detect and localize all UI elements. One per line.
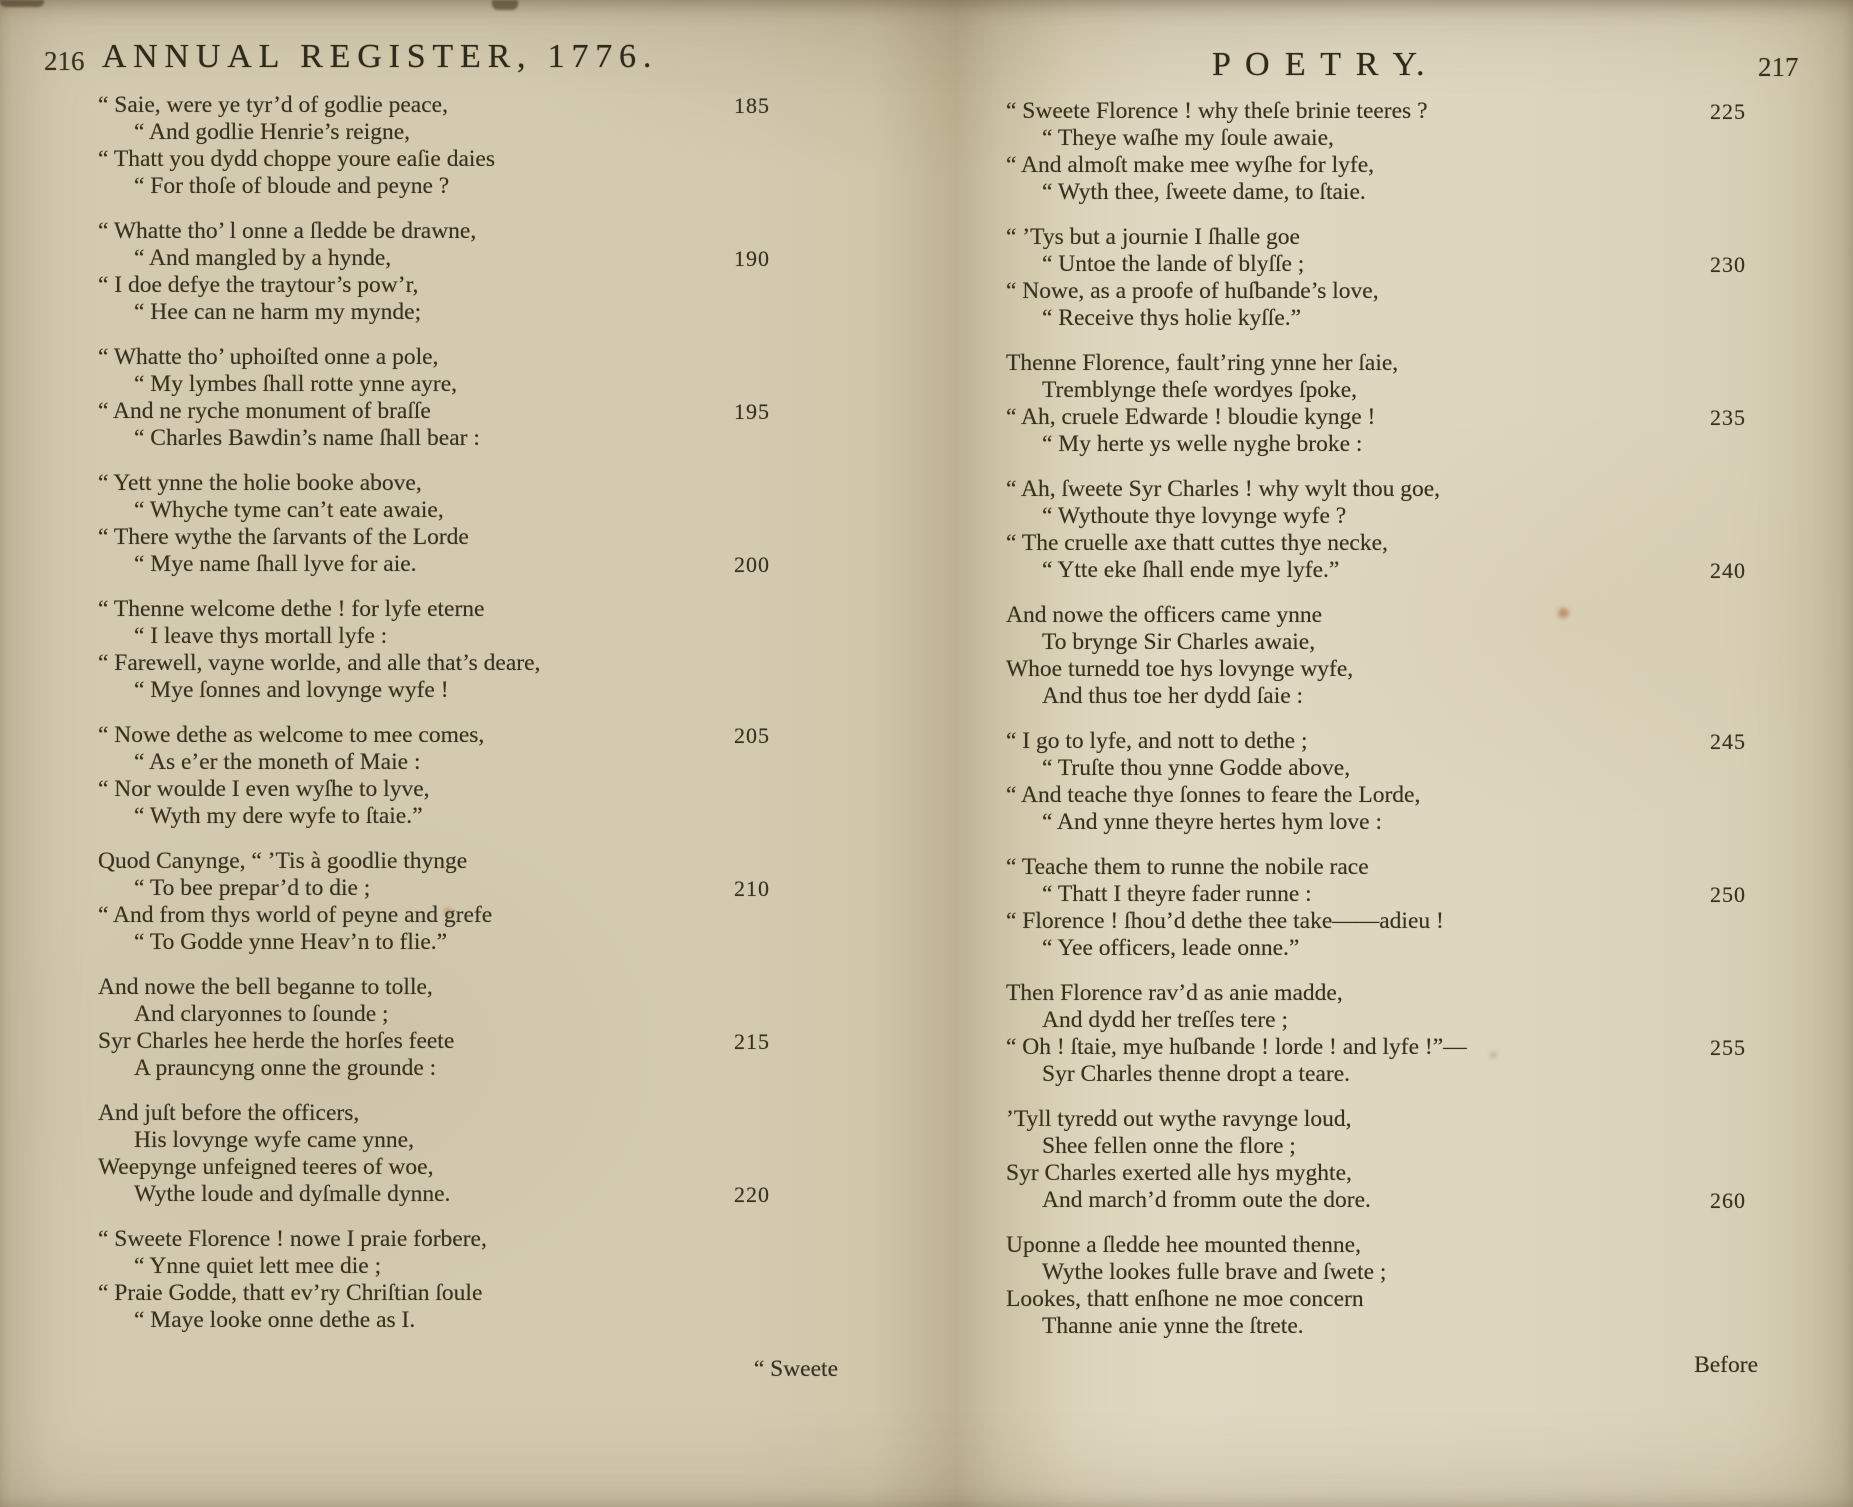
poem-line-text: Wythe loude and dyſmalle dynne. xyxy=(134,1181,451,1207)
poem-line-text: A prauncyng onne the grounde : xyxy=(134,1055,437,1081)
poem-line-text: “ ’Tys but a journie I ſhalle goe xyxy=(1006,224,1300,250)
poem-line xyxy=(1006,782,1746,809)
poem-line xyxy=(98,776,770,803)
poem-line-text: “ Thatt you dydd choppe youre eaſie daies xyxy=(98,146,495,172)
poem-line xyxy=(98,371,770,398)
poem-line-text: “ Yee officers, leade onne.” xyxy=(1042,935,1300,961)
stanza xyxy=(1006,1106,1746,1214)
left-running-head: ANNUAL REGISTER, 1776. xyxy=(101,38,659,75)
poem-line xyxy=(98,1127,770,1154)
poem-line-text: “ And almoſt make mee wyſhe for lyfe, xyxy=(1006,152,1375,178)
poem-line xyxy=(98,245,770,272)
poem-line xyxy=(1006,350,1746,377)
poem-line xyxy=(98,1154,770,1181)
poem-line-text: “ Florence ! ſhou’d dethe thee take——adieu ! xyxy=(1006,908,1444,934)
line-number: 250 xyxy=(1710,882,1746,907)
poem-line-text: “ Untoe the lande of blyſſe ; xyxy=(1042,251,1305,277)
poem-line-text: Shee fellen onne the flore ; xyxy=(1042,1133,1296,1159)
poem-line-text: “ And from thys world of peyne and grefe xyxy=(98,902,493,928)
stanza xyxy=(98,722,770,830)
poem-line xyxy=(98,1307,770,1334)
poem-line-text: “ Sweete Florence ! nowe I praie forbere, xyxy=(98,1226,487,1252)
poem-line-text: “ Wythoute thye lovynge wyfe ? xyxy=(1042,503,1347,529)
poem-line xyxy=(1006,404,1746,431)
poem-line xyxy=(1006,629,1746,656)
stanza xyxy=(98,1226,770,1334)
poem-line-text: “ Teache them to runne the nobile race xyxy=(1006,854,1369,880)
poem-line xyxy=(98,848,770,875)
poem-line xyxy=(98,344,770,371)
poem-line xyxy=(98,119,770,146)
poem-line xyxy=(1006,656,1746,683)
poem-line-text: “ Oh ! ſtaie, mye huſbande ! lorde ! and lyfe !”— xyxy=(1006,1034,1467,1060)
poem-line-text: ’Tyll tyredd out wythe ravynge loud, xyxy=(1006,1106,1352,1132)
poem-line xyxy=(1006,1259,1746,1286)
poem-line-text: Syr Charles thenne dropt a teare. xyxy=(1042,1061,1351,1087)
stanza xyxy=(98,974,770,1082)
poem-line-text: “ Charles Bawdin’s name ſhall bear : xyxy=(134,425,480,451)
right-catchword: Before xyxy=(1694,1352,1758,1378)
poem-line-text: Syr Charles exerted alle hys myghte, xyxy=(1006,1160,1352,1186)
poem-line-text: “ Thatt I theyre fader runne : xyxy=(1042,881,1312,907)
poem-line-text: And claryonnes to ſounde ; xyxy=(134,1001,389,1027)
poem-line xyxy=(1006,755,1746,782)
line-number: 235 xyxy=(1710,405,1746,430)
poem-line-text: “ Praie Godde, thatt ev’ry Chriſtian ſoule xyxy=(98,1280,483,1306)
stanza xyxy=(1006,224,1746,332)
poem-line-text: Quod Canynge, “ ’Tis à goodlie thynge xyxy=(98,848,468,874)
poem-line xyxy=(1006,809,1746,836)
poem-line xyxy=(1006,602,1746,629)
line-number: 185 xyxy=(734,93,770,118)
poem-line xyxy=(98,677,770,704)
poem-line xyxy=(98,749,770,776)
poem-line-text: “ Yett ynne the holie booke above, xyxy=(98,470,422,496)
poem-line xyxy=(98,650,770,677)
poem-line-text: And juſt before the officers, xyxy=(98,1100,360,1126)
line-number: 245 xyxy=(1710,729,1746,754)
left-poem xyxy=(98,92,770,1352)
poem-line xyxy=(98,92,770,119)
poem-line xyxy=(98,398,770,425)
stanza xyxy=(98,218,770,326)
poem-line xyxy=(1006,881,1746,908)
poem-line-text: And nowe the bell beganne to tolle, xyxy=(98,974,433,1000)
poem-line xyxy=(98,524,770,551)
paper-edge-notch xyxy=(0,0,44,7)
poem-line xyxy=(1006,854,1746,881)
poem-line-text: “ Nowe, as a proofe of huſbande’s love, xyxy=(1006,278,1379,304)
stanza xyxy=(1006,980,1746,1088)
poem-line xyxy=(98,722,770,749)
poem-line-text: “ Whatte tho’ l onne a ſledde be drawne, xyxy=(98,218,477,244)
poem-line xyxy=(98,1181,770,1208)
poem-line xyxy=(1006,1106,1746,1133)
poem-line xyxy=(98,1280,770,1307)
line-number: 215 xyxy=(734,1029,770,1054)
poem-line xyxy=(1006,1286,1746,1313)
poem-line-text: “ Thenne welcome dethe ! for lyfe eterne xyxy=(98,596,485,622)
poem-line xyxy=(1006,224,1746,251)
poem-line-text: “ Maye looke onne dethe as I. xyxy=(134,1307,416,1333)
poem-line-text: “ There wythe the ſarvants of the Lorde xyxy=(98,524,469,550)
poem-line-text: “ My lymbes ſhall rotte ynne ayre, xyxy=(134,371,458,397)
stanza xyxy=(98,596,770,704)
poem-line xyxy=(1006,1061,1746,1088)
poem-line-text: “ Farewell, vayne worlde, and alle that’s deare, xyxy=(98,650,541,676)
poem-line-text: “ Wyth thee, ſweete dame, to ſtaie. xyxy=(1042,179,1366,205)
poem-line-text: “ And teache thye ſonnes to feare the Lorde, xyxy=(1006,782,1421,808)
poem-line-text: “ Wyth my dere wyfe to ſtaie.” xyxy=(134,803,423,829)
poem-line xyxy=(1006,683,1746,710)
poem-line xyxy=(1006,152,1746,179)
stanza xyxy=(1006,350,1746,458)
stanza xyxy=(98,470,770,578)
poem-line xyxy=(98,146,770,173)
poem-line-text: Weepynge unfeigned teeres of woe, xyxy=(98,1154,434,1180)
poem-line xyxy=(1006,1232,1746,1259)
right-running-head: P O E T R Y. xyxy=(1212,46,1428,83)
poem-line-text: “ Ynne quiet lett mee die ; xyxy=(134,1253,382,1279)
poem-line-text: “ And ynne theyre hertes hym love : xyxy=(1042,809,1383,835)
line-number: 200 xyxy=(734,552,770,577)
poem-line-text: “ Nor woulde I even wyſhe to lyve, xyxy=(98,776,430,802)
stanza xyxy=(1006,728,1746,836)
poem-line-text: Syr Charles hee herde the horſes feete xyxy=(98,1028,455,1054)
poem-line xyxy=(1006,1007,1746,1034)
poem-line xyxy=(98,218,770,245)
poem-line xyxy=(98,272,770,299)
poem-line-text: Wythe lookes fulle brave and ſwete ; xyxy=(1042,1259,1387,1285)
stanza xyxy=(1006,98,1746,206)
poem-line xyxy=(1006,728,1746,755)
poem-line xyxy=(1006,251,1746,278)
poem-line xyxy=(98,1253,770,1280)
poem-line-text: “ As e’er the moneth of Maie : xyxy=(134,749,421,775)
line-number: 225 xyxy=(1710,99,1746,124)
poem-line-text: “ Mye ſonnes and lovynge wyfe ! xyxy=(134,677,449,703)
poem-line-text: “ Hee can ne harm my mynde; xyxy=(134,299,422,325)
poem-line xyxy=(98,1100,770,1127)
poem-line xyxy=(98,929,770,956)
poem-line-text: “ Truſte thou ynne Godde above, xyxy=(1042,755,1351,781)
stanza xyxy=(98,1100,770,1208)
poem-line xyxy=(98,803,770,830)
poem-line-text: “ I go to lyfe, and nott to dethe ; xyxy=(1006,728,1308,754)
poem-line-text: And march’d fromm oute the dore. xyxy=(1042,1187,1371,1213)
stanza xyxy=(98,848,770,956)
poem-line xyxy=(1006,935,1746,962)
poem-line xyxy=(98,1001,770,1028)
poem-line xyxy=(98,1226,770,1253)
left-catchword: “ Sweete xyxy=(753,1356,838,1382)
poem-line xyxy=(1006,305,1746,332)
poem-line xyxy=(98,623,770,650)
right-poem xyxy=(1006,98,1746,1358)
stanza xyxy=(1006,1232,1746,1340)
poem-line-text: Uponne a ſledde hee mounted thenne, xyxy=(1006,1232,1361,1258)
poem-line-text: “ And ne ryche monument of braſſe xyxy=(98,398,431,424)
line-number: 240 xyxy=(1710,558,1746,583)
poem-line xyxy=(1006,908,1746,935)
line-number: 255 xyxy=(1710,1035,1746,1060)
poem-line xyxy=(1006,503,1746,530)
poem-line-text: “ Ah, cruele Edwarde ! bloudie kynge ! xyxy=(1006,404,1376,430)
poem-line xyxy=(98,875,770,902)
poem-line xyxy=(98,551,770,578)
poem-line xyxy=(1006,377,1746,404)
poem-line xyxy=(98,1028,770,1055)
poem-line xyxy=(1006,980,1746,1007)
poem-line-text: Lookes, thatt enſhone ne moe concern xyxy=(1006,1286,1364,1312)
poem-line xyxy=(98,974,770,1001)
poem-line xyxy=(98,1055,770,1082)
poem-line xyxy=(1006,1187,1746,1214)
stanza xyxy=(1006,476,1746,584)
poem-line xyxy=(1006,530,1746,557)
poem-line-text: “ To bee prepar’d to die ; xyxy=(134,875,371,901)
poem-line xyxy=(98,425,770,452)
poem-line xyxy=(1006,1034,1746,1061)
right-page-number: 217 xyxy=(1758,52,1799,82)
paper-edge-notch xyxy=(492,0,518,10)
poem-line xyxy=(1006,476,1746,503)
poem-line-text: “ I doe defye the traytour’s pow’r, xyxy=(98,272,419,298)
poem-line-text: “ And mangled by a hynde, xyxy=(134,245,392,271)
poem-line-text: Thenne Florence, fault’ring ynne her ſaie, xyxy=(1006,350,1399,376)
poem-line-text: His lovynge wyfe came ynne, xyxy=(134,1127,414,1153)
poem-line xyxy=(1006,557,1746,584)
poem-line xyxy=(1006,278,1746,305)
poem-line-text: Tremblynge theſe wordyes ſpoke, xyxy=(1042,377,1358,403)
poem-line-text: “ I leave thys mortall lyfe : xyxy=(134,623,388,649)
stanza xyxy=(1006,602,1746,710)
poem-line-text: “ Nowe dethe as welcome to mee comes, xyxy=(98,722,485,748)
poem-line-text: “ Whatte tho’ uphoiſted onne a pole, xyxy=(98,344,439,370)
poem-line-text: “ My herte ys welle nyghe broke : xyxy=(1042,431,1363,457)
poem-line-text: Then Florence rav’d as anie madde, xyxy=(1006,980,1343,1006)
poem-line xyxy=(98,596,770,623)
line-number: 220 xyxy=(734,1182,770,1207)
line-number: 230 xyxy=(1710,252,1746,277)
line-number: 260 xyxy=(1710,1188,1746,1213)
poem-line-text: “ Theye waſhe my ſoule awaie, xyxy=(1042,125,1334,151)
poem-line xyxy=(1006,1313,1746,1340)
poem-line xyxy=(1006,125,1746,152)
stanza xyxy=(1006,854,1746,962)
poem-line-text: “ Ah, ſweete Syr Charles ! why wylt thou goe, xyxy=(1006,476,1441,502)
poem-line xyxy=(1006,1133,1746,1160)
poem-line-text: “ To Godde ynne Heav’n to flie.” xyxy=(134,929,448,955)
line-number: 195 xyxy=(734,399,770,424)
poem-line xyxy=(98,470,770,497)
poem-line-text: “ Mye name ſhall lyve for aie. xyxy=(134,551,417,577)
poem-line-text: “ Saie, were ye tyr’d of godlie peace, xyxy=(98,92,448,118)
poem-line-text: And nowe the officers came ynne xyxy=(1006,602,1323,628)
poem-line-text: “ And godlie Henrie’s reigne, xyxy=(134,119,411,145)
poem-line xyxy=(1006,1160,1746,1187)
stanza xyxy=(98,92,770,200)
poem-line-text: “ For thoſe of bloude and peyne ? xyxy=(134,173,450,199)
poem-line xyxy=(1006,179,1746,206)
poem-line xyxy=(98,299,770,326)
poem-line-text: And dydd her treſſes tere ; xyxy=(1042,1007,1289,1033)
line-number: 205 xyxy=(734,723,770,748)
poem-line-text: “ Sweete Florence ! why theſe brinie teeres ? xyxy=(1006,98,1428,124)
poem-line xyxy=(98,902,770,929)
poem-line-text: “ Receive thys holie kyſſe.” xyxy=(1042,305,1302,331)
poem-line-text: “ Ytte eke ſhall ende mye lyfe.” xyxy=(1042,557,1340,583)
poem-line xyxy=(1006,431,1746,458)
poem-line-text: “ The cruelle axe thatt cuttes thye necke, xyxy=(1006,530,1388,556)
poem-line xyxy=(1006,98,1746,125)
stanza xyxy=(98,344,770,452)
poem-line xyxy=(98,173,770,200)
poem-line-text: “ Whyche tyme can’t eate awaie, xyxy=(134,497,444,523)
poem-line-text: Whoe turnedd toe hys lovynge wyfe, xyxy=(1006,656,1354,682)
left-page-number: 216 xyxy=(44,46,85,76)
line-number: 190 xyxy=(734,246,770,271)
poem-line-text: And thus toe her dydd ſaie : xyxy=(1042,683,1304,709)
poem-line-text: To brynge Sir Charles awaie, xyxy=(1042,629,1316,655)
poem-line xyxy=(98,497,770,524)
line-number: 210 xyxy=(734,876,770,901)
poem-line-text: Thanne anie ynne the ſtrete. xyxy=(1042,1313,1304,1339)
